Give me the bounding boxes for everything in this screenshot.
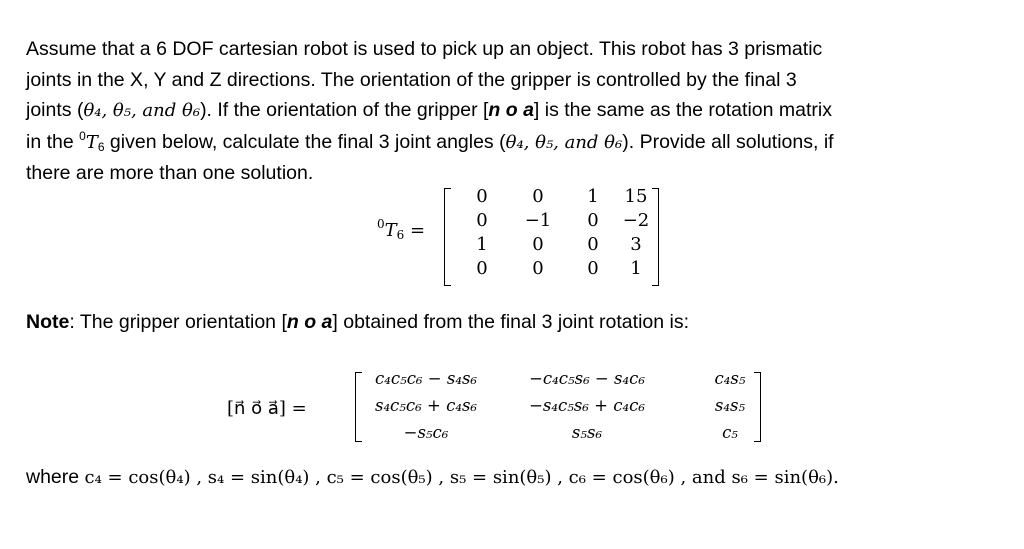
problem-statement <box>26 34 986 189</box>
problem-line-1: Assume that a 6 DOF cartesian robot is used to pick up an object. This robot has 3 prismatic <box>26 38 823 60</box>
matrix-r-cell: s₄c₅c₆ + c₄s₆ <box>374 396 478 415</box>
joint-angles-math: θ₄, θ₅, and θ₆ <box>83 100 201 121</box>
text: ). Provide all solutions, if <box>622 130 834 153</box>
matrix-t-cell: 1 <box>630 258 642 279</box>
matrix-t-cell: 3 <box>630 234 642 255</box>
matrix-t-cell: 0 <box>476 186 488 207</box>
where-definitions <box>26 466 839 489</box>
matrix-t-cell: 0 <box>532 258 544 279</box>
matrix-t-cell: −1 <box>524 210 552 231</box>
equals-sign: = <box>404 220 426 241</box>
matrix-t-cell: 15 <box>624 186 648 207</box>
matrix-r-left-bracket <box>355 372 362 442</box>
matrix-r-cell: s₄s₅ <box>714 396 746 415</box>
transform-symbol: T <box>85 131 98 153</box>
matrix-t-cell: 0 <box>476 258 488 279</box>
matrix-t-cell: 0 <box>476 210 488 231</box>
noa-bold: n o a <box>488 99 534 121</box>
matrix-r-cell: −s₅c₆ <box>403 423 449 442</box>
matrix-t-cell: 0 <box>587 210 599 231</box>
matrix-r-cell: c₄s₅ <box>714 369 746 388</box>
matrix-t-cell: 0 <box>532 234 544 255</box>
matrix-r-cell: −s₄c₅s₆ + c₄c₆ <box>529 396 645 415</box>
problem-line-3 <box>26 95 986 127</box>
problem-line-4 <box>26 127 986 159</box>
subscript: 6 <box>97 139 105 154</box>
note-text: ] obtained from the final 3 joint rotation is: <box>332 311 690 333</box>
matrix-t-cell: 0 <box>532 186 544 207</box>
matrix-r-right-bracket <box>754 372 761 442</box>
transform-symbol: T <box>384 220 397 241</box>
matrix-r-cell: c₅ <box>722 423 738 442</box>
note <box>26 311 689 334</box>
matrix-t-lhs <box>377 217 426 242</box>
problem-line-5: there are more than one solution. <box>26 162 314 184</box>
matrix-r-lhs: [n⃗ o⃗ a⃗] = <box>227 398 307 419</box>
problem-line-2: joints in the X, Y and Z directions. The orientation of the gripper is controlled by the final 3 <box>26 68 797 91</box>
matrix-r-cell: c₄c₅c₆ − s₄s₆ <box>374 369 478 388</box>
matrix-t-left-bracket <box>444 188 451 286</box>
matrix-t-cell: −2 <box>622 210 650 231</box>
text: ] is the same as the rotation matrix <box>533 99 832 121</box>
text: given below, calculate the final 3 joint angles ( <box>104 130 506 153</box>
text: ). If the orientation of the gripper [ <box>200 99 489 121</box>
text: joints ( <box>26 99 84 121</box>
note-label: Note <box>26 311 70 333</box>
matrix-r-cell: s₅s₆ <box>571 423 603 442</box>
definitions-math: c₄ = cos(θ₄) , s₄ = sin(θ₄) , c₅ = cos(θ₅) , s₅ = sin(θ₅) , c₆ = cos(θ₆) , and s₆ = sin(θ₆). <box>84 467 839 488</box>
where-word: where <box>26 466 85 488</box>
matrix-t-cell: 1 <box>476 234 488 255</box>
superscript: 0 <box>79 128 86 143</box>
matrix-r-cell: −c₄c₅s₆ − s₄c₆ <box>529 369 645 388</box>
superscript: 0 <box>377 217 385 231</box>
subscript: 6 <box>396 228 405 242</box>
matrix-t-cell: 0 <box>587 258 599 279</box>
matrix-t-cell: 1 <box>587 186 599 207</box>
noa-bold: n o a <box>286 311 333 333</box>
text: in the <box>26 130 80 153</box>
joint-angles-math: θ₄, θ₅, and θ₆ <box>505 131 623 153</box>
matrix-t-right-bracket <box>652 188 659 286</box>
note-text: : The gripper orientation [ <box>69 311 287 333</box>
matrix-t-cell: 0 <box>587 234 599 255</box>
